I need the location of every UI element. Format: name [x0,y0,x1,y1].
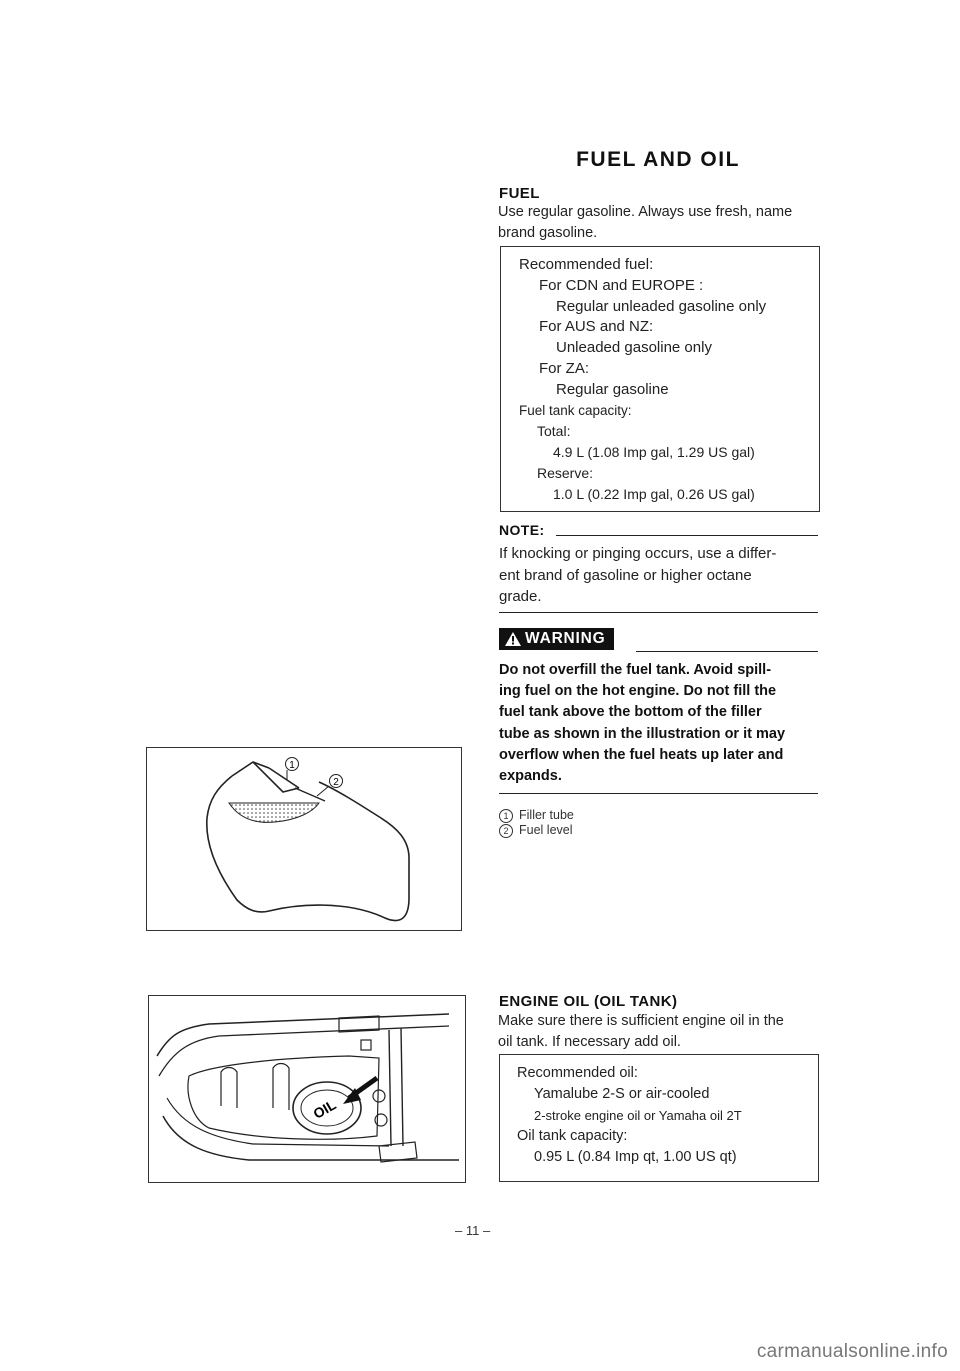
fuel-heading: FUEL [499,185,540,202]
caption-fuel-level [499,823,574,838]
engine-oil-intro-line: oil tank. If necessary add oil. [498,1034,681,1050]
warning-badge [499,628,614,650]
fuel-spec-box [500,246,820,512]
caption-text: Filler tube [519,808,574,822]
spec-line: Oil tank capacity: [517,1128,628,1144]
oil-tank-illustration [149,996,465,1182]
spec-line: 1.0 L (0.22 Imp gal, 0.26 US gal) [553,485,755,502]
spec-line: Unleaded gasoline only [556,339,712,357]
warning-line: tube as shown in the illustration or it may [499,725,786,742]
spec-line: Recommended fuel: [519,256,654,273]
spec-line: For AUS and NZ: [539,318,654,336]
oil-cap-label: OIL [310,1096,339,1122]
caption-text: Fuel level [519,823,573,837]
note-label: NOTE: [499,522,545,538]
fuel-intro-line: brand gasoline. [498,225,598,241]
warning-rule-bottom [499,793,818,794]
callout-1-label: 1 [289,760,295,771]
spec-line: 4.9 L (1.08 Imp gal, 1.29 US gal) [553,444,755,461]
engine-oil-intro-line: Make sure there is sufficient engine oil in the [498,1013,784,1029]
warning-line: expands. [499,768,562,785]
spec-line: Regular unleaded gasoline only [556,297,767,315]
warning-rule-top [636,651,818,652]
oil-spec-box [499,1054,819,1182]
engine-oil-heading: ENGINE OIL (OIL TANK) [499,993,678,1010]
spec-line: Total: [537,423,571,440]
warning-triangle-icon [505,632,521,646]
oil-spec-lines [500,1063,818,1168]
note-text [499,543,776,608]
warning-line: fuel tank above the bottom of the filler [499,704,762,721]
spec-line: For ZA: [539,359,590,377]
page-title: FUEL AND OIL [576,148,740,171]
note-line: ent brand of gasoline or higher octane [499,566,752,584]
spec-line: Recommended oil: [517,1065,638,1081]
figure-captions [499,808,574,838]
spec-line: Fuel tank capacity: [519,402,632,418]
spec-line: Regular gasoline [556,380,669,398]
note-line: grade. [499,588,542,605]
spec-line: 2-stroke engine oil or Yamaha oil 2T [534,1108,742,1123]
callout-number: 1 [499,809,513,823]
fuel-tank-figure [146,747,462,931]
oil-tank-figure [148,995,466,1183]
caption-filler-tube [499,808,574,823]
engine-oil-intro [498,1011,784,1053]
fuel-intro-line: Use regular gasoline. Always use fresh, name [498,204,793,220]
note-rule-top [556,535,818,536]
warning-line: overflow when the fuel heats up later and [499,746,784,763]
fuel-tank-illustration [147,748,461,930]
spec-line: 0.95 L (0.84 Imp qt, 1.00 US qt) [534,1149,737,1165]
note-line: If knocking or pinging occurs, use a differ- [499,545,777,562]
callout-2-label: 2 [333,777,339,788]
warning-text [499,660,785,787]
note-rule-bottom [499,612,818,613]
fuel-intro [498,202,792,244]
page-number: – 11 – [455,1223,491,1238]
warning-line: ing fuel on the hot engine. Do not fill the [499,683,777,700]
fuel-spec-lines [501,255,819,505]
callout-number: 2 [499,824,513,838]
warning-label: WARNING [525,630,606,647]
watermark: carmanualsonline.info [756,1341,948,1362]
spec-line: Reserve: [537,464,594,481]
warning-line: Do not overfill the fuel tank. Avoid spill- [499,662,772,678]
spec-line: For CDN and EUROPE : [539,276,704,294]
spec-line: Yamalube 2-S or air-cooled [534,1086,710,1102]
